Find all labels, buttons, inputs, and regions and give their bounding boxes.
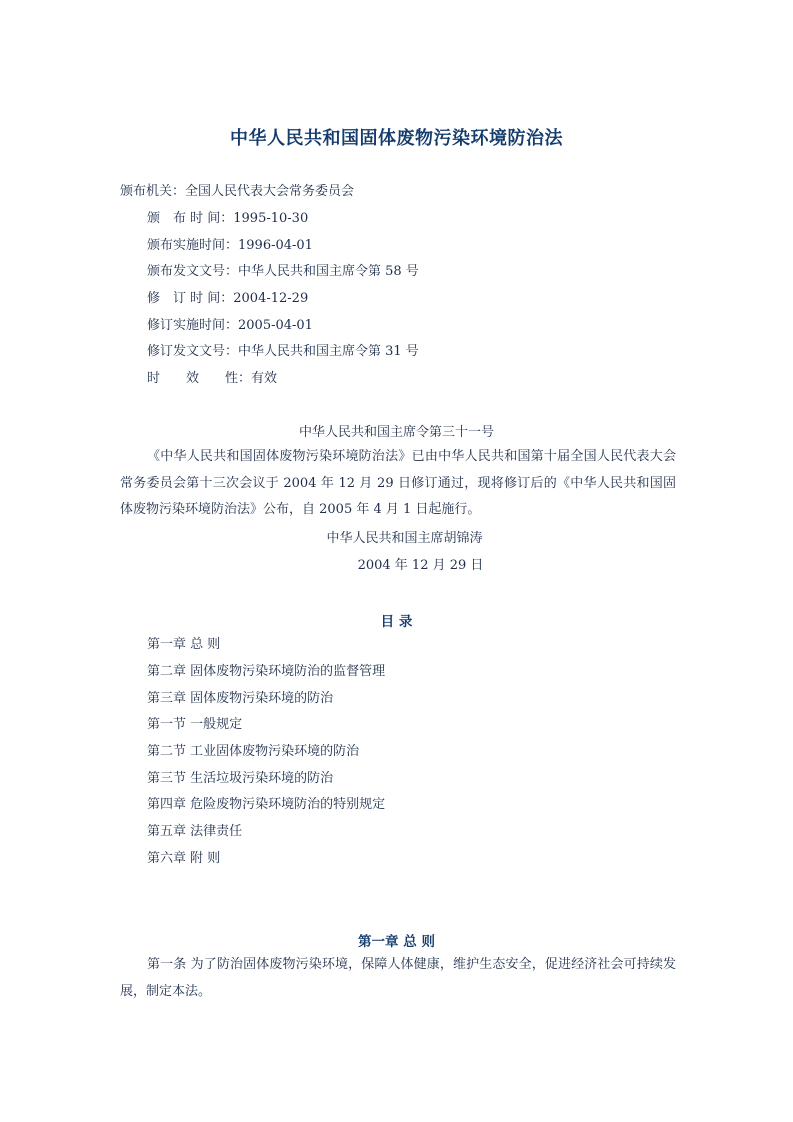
toc-item: 第一节 一般规定: [147, 717, 243, 732]
decree-date: 2004 年 12 月 29 日: [357, 558, 484, 573]
meta-issue-number: 颁布发文文号：中华人民共和国主席令第 58 号: [147, 264, 419, 279]
toc-item: 第三节 生活垃圾污染环境的防治: [147, 771, 334, 786]
meta-revision-date: 修 订 时 间：2004-12-29: [147, 291, 309, 306]
meta-effective-date: 颁布实施时间：1996-04-01: [147, 238, 313, 253]
toc-item: 第二章 固体废物污染环境防治的监督管理: [147, 664, 386, 679]
toc-item: 第二节 工业固体废物污染环境的防治: [147, 744, 360, 759]
toc-item: 第三章 固体废物污染环境的防治: [147, 691, 334, 706]
toc-item: 第一章 总 则: [147, 637, 221, 652]
document-title: 中华人民共和国固体废物污染环境防治法: [230, 128, 563, 149]
article1-text: 第一条 为了防治固体废物污染环境，保障人体健康，维护生态安全，促进经济社会可持续发展，制定本法。: [120, 957, 676, 999]
decree-signatory: 中华人民共和国主席胡锦涛: [326, 531, 483, 546]
decree-heading: 中华人民共和国主席令第三十一号: [298, 425, 494, 440]
issuer-line: 颁布机关：全国人民代表大会常务委员会: [120, 184, 355, 199]
toc-item: 第四章 危险废物污染环境防治的特别规定: [147, 797, 386, 812]
toc-heading: 目 录: [380, 614, 413, 630]
decree-body: 《中华人民共和国固体废物污染环境防治法》已由中华人民共和国第十届全国人民代表大会常务委员会第十三次会议于 2004 年 12 月 29 日修订通过，现将修订后的《中华人民共和国固体废物污染环境防治法》公布，自 2005 年 4 月 1 日起施行。: [120, 449, 676, 517]
meta-revision-number: 修订发文文号：中华人民共和国主席令第 31 号: [147, 344, 419, 359]
toc-item: 第五章 法律责任: [147, 824, 243, 839]
meta-issue-date: 颁 布 时 间：1995-10-30: [147, 211, 309, 226]
meta-revision-effective-date: 修订实施时间：2005-04-01: [147, 318, 313, 333]
toc-item: 第六章 附 则: [147, 851, 221, 866]
meta-validity: 时 效 性：有效: [147, 371, 278, 386]
chapter1-heading: 第一章 总 则: [358, 934, 435, 950]
